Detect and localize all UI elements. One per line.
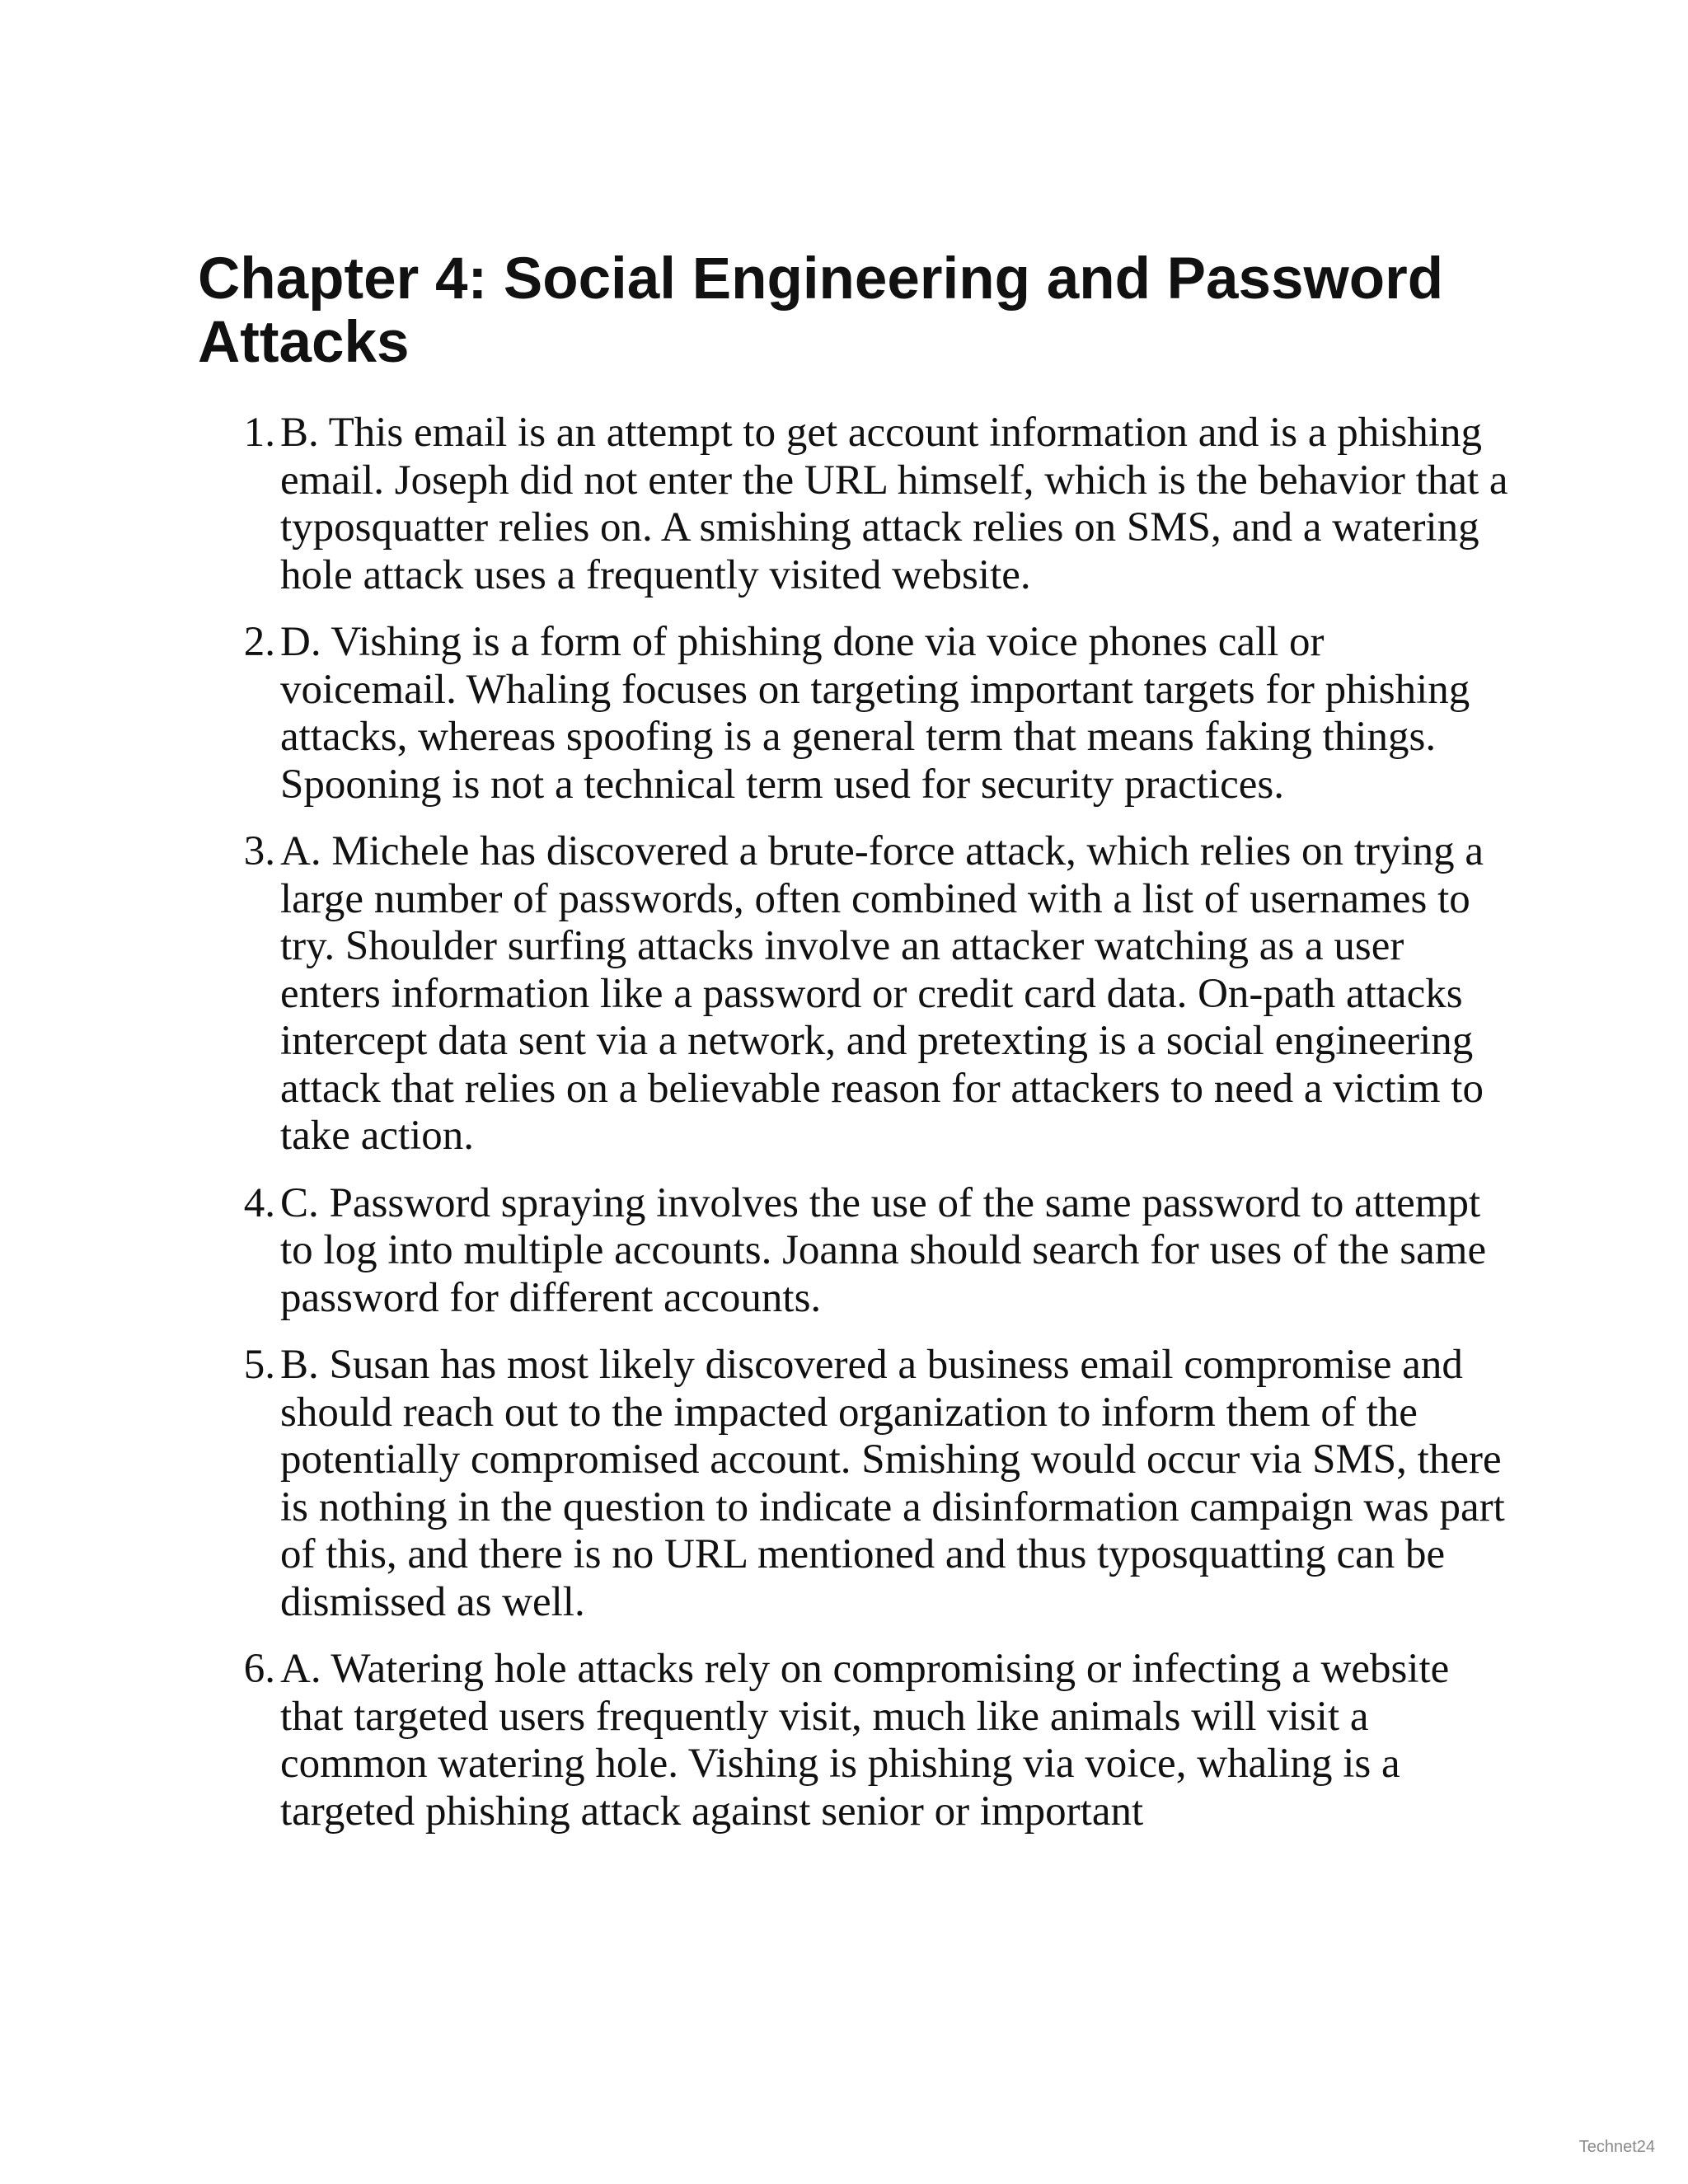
- answer-text: B. This email is an attempt to get account information and is a phishing email. Joseph did not enter the URL himself, which is the behavior that a typosquatter relies on. A smishing attack relies on SMS, and a watering hole attack uses a frequently visited website.: [280, 410, 1508, 598]
- answer-number: 3.: [243, 828, 275, 874]
- answer-item-3: [198, 828, 1508, 1160]
- answer-item-4: [198, 1180, 1508, 1323]
- answer-item-1: [198, 410, 1508, 599]
- answer-item-6: [198, 1646, 1508, 1835]
- answer-number: 2.: [243, 619, 275, 665]
- answer-text: A. Michele has discovered a brute-force attack, which relies on trying a large number of passwords, often combined with a list of usernames to try. Shoulder surfing attacks involve an attacker watching as a user enters information like a password or credit card data. On-path attacks intercept data sent via a network, and pretexting is a social engineering attack that relies on a believable reason for attackers to need a victim to take action.: [280, 828, 1484, 1159]
- answer-item-2: [198, 619, 1508, 808]
- answer-text: B. Susan has most likely discovered a business email compromise and should reach out to the impacted organization to inform them of the potentially compromised account. Smishing would occur via SMS, there is nothing in the question to indicate a disinformation campaign was part of this, and there is no URL mentioned and thus typosquatting can be dismissed as well.: [280, 1342, 1505, 1625]
- answer-number: 1.: [243, 410, 275, 456]
- answer-text: D. Vishing is a form of phishing done via voice phones call or voicemail. Whaling focuses on targeting important targets for phishing attacks, whereas spoofing is a general term that means faking things. Spooning is not a technical term used for security practices.: [280, 619, 1470, 808]
- answer-text: A. Watering hole attacks rely on compromising or infecting a website that targeted users frequently visit, much like animals will visit a common watering hole. Vishing is phishing via voice, whaling is a targeted phishing attack against senior or important: [280, 1646, 1450, 1835]
- answer-list: [198, 410, 1508, 1855]
- watermark: Technet24: [1578, 2138, 1655, 2156]
- chapter-title: Chapter 4: Social Engineering and Password Attacks: [198, 246, 1444, 375]
- answer-number: 6.: [243, 1646, 275, 1692]
- answer-number: 4.: [243, 1179, 275, 1226]
- answer-number: 5.: [243, 1342, 275, 1388]
- answer-item-5: [198, 1342, 1508, 1626]
- answer-text: C. Password spraying involves the use of the same password to attempt to log into multiple accounts. Joanna should search for uses of the same password for different accounts.: [280, 1179, 1487, 1321]
